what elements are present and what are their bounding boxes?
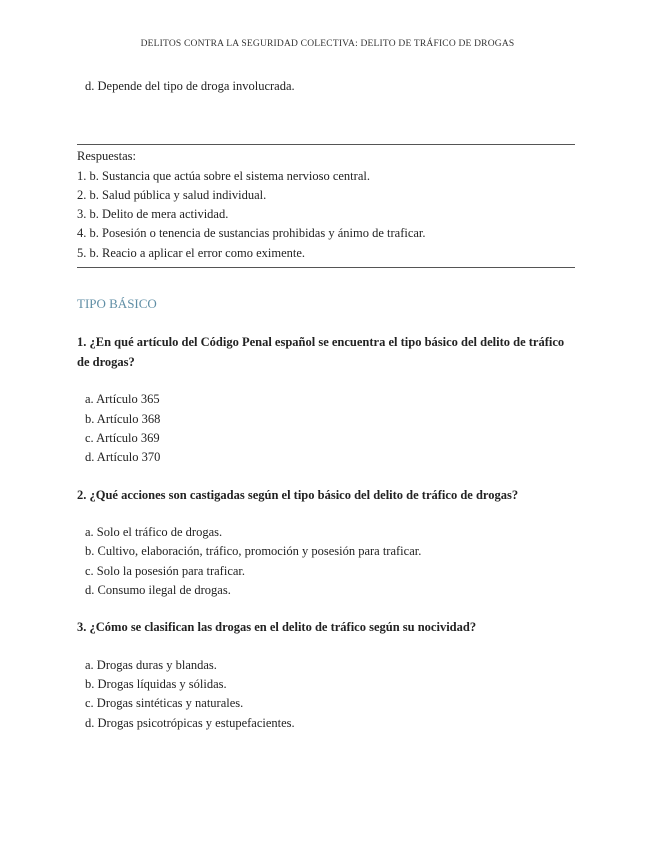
previous-question-option: d. Depende del tipo de droga involucrada. (85, 79, 295, 93)
answers-title: Respuestas: (77, 149, 137, 164)
option-item: c. Drogas sintéticas y naturales. (85, 696, 244, 711)
answer-item: 5. b. Reacio a aplicar el error como eximente. (77, 245, 306, 260)
running-header: DELITOS CONTRA LA SEGURIDAD COLECTIVA: DELITO DE TRÁFICO DE DROGAS (140, 39, 515, 49)
question-1: 1. ¿En qué artículo del Código Penal español se encuentra el tipo básico del delito de tráfico de drogas? (77, 335, 565, 369)
answer-item: 4. b. Posesión o tenencia de sustancias prohibidas y ánimo de traficar. (77, 226, 426, 241)
question-3: 3. ¿Cómo se clasifican las drogas en el delito de tráfico según su nocividad? (77, 620, 477, 635)
option-item: b. Cultivo, elaboración, tráfico, promoción y posesión para traficar. (85, 544, 422, 559)
option-item: a. Drogas duras y blandas. (85, 657, 217, 672)
option-item: d. Consumo ilegal de drogas. (85, 582, 231, 597)
divider-bottom (77, 267, 575, 268)
option-item: c. Solo la posesión para traficar. (85, 563, 246, 578)
option-item: d. Artículo 370 (85, 450, 161, 465)
question-1-options (77, 390, 577, 467)
question-2: 2. ¿Qué acciones son castigadas según el tipo básico del delito de tráfico de drogas? (77, 487, 519, 502)
option-item: b. Artículo 368 (85, 411, 161, 426)
option-item: a. Artículo 365 (85, 392, 160, 407)
page-content (77, 77, 577, 751)
answer-item: 1. b. Sustancia que actúa sobre el sistema nervioso central. (77, 168, 370, 183)
option-item: c. Artículo 369 (85, 430, 160, 445)
divider-top (77, 144, 575, 145)
option-item: d. Drogas psicotrópicas y estupefacientes. (85, 715, 295, 730)
question-3-options (77, 656, 577, 733)
option-item: a. Solo el tráfico de drogas. (85, 525, 223, 540)
spacer (77, 96, 577, 144)
section-heading: TIPO BÁSICO (77, 296, 157, 312)
option-item: b. Drogas líquidas y sólidas. (85, 677, 227, 692)
question-2-options (77, 523, 577, 600)
answer-list (77, 167, 577, 263)
answer-item: 2. b. Salud pública y salud individual. (77, 187, 267, 202)
answer-item: 3. b. Delito de mera actividad. (77, 207, 229, 222)
